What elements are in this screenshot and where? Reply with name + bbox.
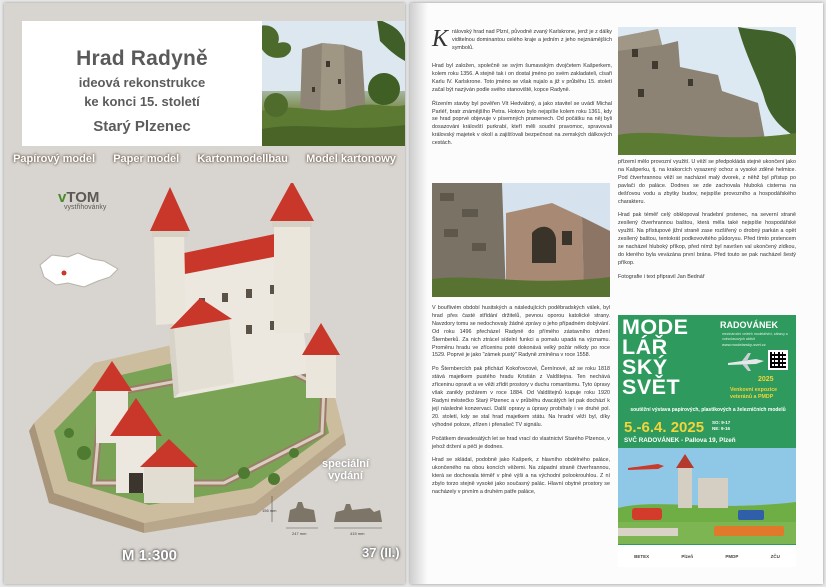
subtitle-line-1: ideová rekonstrukce <box>78 75 206 90</box>
poster-title-line-1: MODE <box>622 315 689 339</box>
poster-illustration <box>618 448 796 544</box>
times-saturday: SO: 9-17 <box>712 420 731 425</box>
article-column-bottom <box>432 305 610 503</box>
brand-subtitle: vystřihovánky <box>64 204 107 211</box>
article-intro <box>432 26 612 53</box>
lang-en: Paper model <box>113 153 180 165</box>
model-title: Hrad Radyně <box>76 47 208 70</box>
lang-cz: Papírový model <box>13 153 96 165</box>
title-box <box>22 21 262 146</box>
dim-width-2: 415 mm <box>350 531 365 536</box>
poster-title-line-4: SVĚT <box>622 375 681 399</box>
article-page <box>410 3 823 584</box>
poster-title-line-3: SKÝ <box>622 355 668 379</box>
sponsor-strip <box>618 545 796 567</box>
poster-venue: SVČ RADOVÁNEK - Pallova 19, Plzeň <box>624 437 736 444</box>
castle-model-illustration <box>24 183 354 538</box>
intro-text: rálovský hrad nad Plzní, původně zvaný Karlskrone, jenž je z dálky viditelnou dominantou celého kraje a jedním z jeho nejznámějších symbolů. <box>452 29 612 51</box>
subtitle-line-2: ke konci 15. století <box>84 94 200 109</box>
airplane-icon <box>726 351 766 373</box>
lang-de: Kartonmodellbau <box>197 153 288 165</box>
poster-year: 2025 <box>758 376 774 383</box>
poster-times <box>712 420 730 431</box>
gutter-shadow <box>410 3 428 584</box>
qr-code-icon <box>768 350 788 370</box>
poster-title <box>622 317 722 397</box>
paragraph-4: Hrad pak téměř celý obklopoval hradební prstenec, na severní straně zesílený čtverhrannou baštou, která měla také nejspíše hospodářské využití. Na přístupové jižní straně zase rozšířený o drobný parkán a opět zesílený baštou, tentokrát podkovovitého půdorysu. Před tímto prstencem se nacházel hluboký příkop, před nímž byl navršen val ukončený zídkou, do kterého byla vevázána první brána. Před touto se pak nacházel šestý příkop. <box>618 212 796 266</box>
issue-number: 37 (II.) <box>362 545 400 560</box>
article-column-right <box>618 159 796 288</box>
poster-description: soutěžní výstava papírových, plastikových a železničních modelů <box>630 407 786 413</box>
paragraph-7: Počátkem devadesátých let se hrad vrací do vlastnictví Starého Plzence, v jehož držení a péči je dodnes. <box>432 435 610 450</box>
poster-dates: 5.-6.4. 2025 <box>624 419 705 436</box>
paragraph-6: Po Šternbercích pak přichází Kokořovcové, Černínové, až se roku 1818 stává majetkem pustého hradu Kristián z Valdštejna. Ten nechává zříceninu opravit a ve věži zřídit prostory v duchu romantismu. Tyto úpravy však zanikly požárem v roce 1884. Od Valdštejnů kupuje roku 1920 Radyni městečko Starý Plzenec a v průběhu dvacátých let pak dochází k její následné konzervaci. Další opravy a úpravy probíhaly i ve druhé pol. 20. století, kdy se stal hrad majetkem státu. Na hradní věži byl, díky výhodné poloze, zřízen i přenašeč TV signálu. <box>432 366 610 428</box>
ruin-photo-image <box>262 21 405 146</box>
ruin-wall-photo <box>618 27 796 155</box>
scale-label: M 1:300 <box>122 547 178 564</box>
paragraph-1: Hrad byl založen, společně se svým šumavským dvojčetem Kašperkem, kolem roku 1356. A stejně tak i on dostal jméno po svém zakladateli, císaři Karlu IV. Karlskrone. Toto jméno se však nujalo a již v průběhu 15. století začal být nazýván podle svého stanoviště, kopce Radyně. <box>432 63 612 93</box>
photo-credit: Fotografie i text připravil Jan Bednář <box>618 273 705 280</box>
dimensions-diagram <box>262 488 402 540</box>
sponsor-4: ZČU <box>770 553 780 559</box>
place-name: Starý Plzenec <box>93 118 191 135</box>
brand-name: TOM <box>66 189 100 206</box>
sponsor-2: Plzeň <box>681 553 694 559</box>
poster-tagline: mezinárodní veletrh modelářství, zábavy a volnočasových aktivit <box>722 332 788 341</box>
vtom-logo <box>46 189 108 229</box>
event-poster <box>618 315 796 567</box>
drop-cap: K <box>432 26 449 52</box>
paragraph-2: Řízením stavby byl pověřen Vít Hedvábný, a jako stavitel se uvádí Michal Parléř, bratr známějšího Petra. Hotovo bylo nejspíše kolem roku 1361, kdy se hrad poprvé objevuje v písemných pramenech. Od počátku na něj byli dosazováni královští purkrabí, kteří měli soudní pravomoc, spravovali královský majetek v okolí a zajišťovali bezpečnost na zemských dálkových cestách. <box>432 100 612 147</box>
czech-map-icon <box>38 251 120 289</box>
article-column-top <box>432 63 612 154</box>
paragraph-5: V bouřlivém období husitských a následujících poděbradských válek, byl hrad přes časté střídání držitelů, pevnou oporou katolické strany. Navzdory tomu se nedochovaly žádné zprávy o jeho případném dobývání. Od roku 1496 přecházel Radyně do přímého zástavního držení Šternberků. Za nich ztrácel sídelní funkci a pomalu upadá na významu. Proměnu hradu ve zříceninu poté dokonává velký požár někdy po roce 1529. Poprvé je jako "zámek pustý" Radyně zmíněna v roce 1558. <box>432 305 610 359</box>
special-line-2: vydání <box>328 470 363 482</box>
poster-url: www.modelarsky-svet.cz <box>722 342 766 347</box>
lang-pl: Model kartonowy <box>306 153 396 165</box>
poster-expo: Venkovní expozice veteránů a PMDP <box>730 387 778 400</box>
times-sunday: NE: 9-16 <box>712 425 731 431</box>
dim-height: 156 mm <box>262 508 277 513</box>
paragraph-3: přízemí mělo provozní využití. U věží se předpokládá stejné ukončení jako na Kašperku, tj. na krakorcích vysazený ochoz a vysoké zděné helmice. Pod čtverhrannou věží se nacházel malý dvorek, z něhž byl přístup po pavlači do paláce. Dodnes se zde zachovala hluboká cisterna na dešťovou vodu a zbytky budov, nejspíše provozního a hospodářského charakteru. <box>618 159 796 205</box>
language-bar <box>4 149 405 169</box>
sponsor-1: BETEX <box>634 553 650 559</box>
paragraph-8: Hrad se skládal, podobně jako Kašperk, z hlavního obdélného paláce, ukončeného na obou koncích věžemi. Na západní straně čtverhrannou, která se dochovala téměř v plné výši a na východní polookrouhlou. Z ní zbylo torzo stejně vysoké jako současný palác. Hlavní obytné prostory se nacházely v prvním a druhém patře paláce, <box>432 457 610 496</box>
special-edition-label <box>322 458 369 482</box>
bastion-photo <box>432 183 610 297</box>
poster-brand: RADOVÁNEK <box>720 320 779 330</box>
sponsor-3: PMDP <box>725 553 739 559</box>
dim-width-1: 247 mm <box>292 531 307 536</box>
brand-prefix: v <box>58 189 67 206</box>
poster-title-line-2: LÁŘ <box>622 335 668 359</box>
cover-page <box>4 3 405 584</box>
ruin-photo <box>262 21 405 146</box>
special-line-1: speciální <box>322 458 370 470</box>
